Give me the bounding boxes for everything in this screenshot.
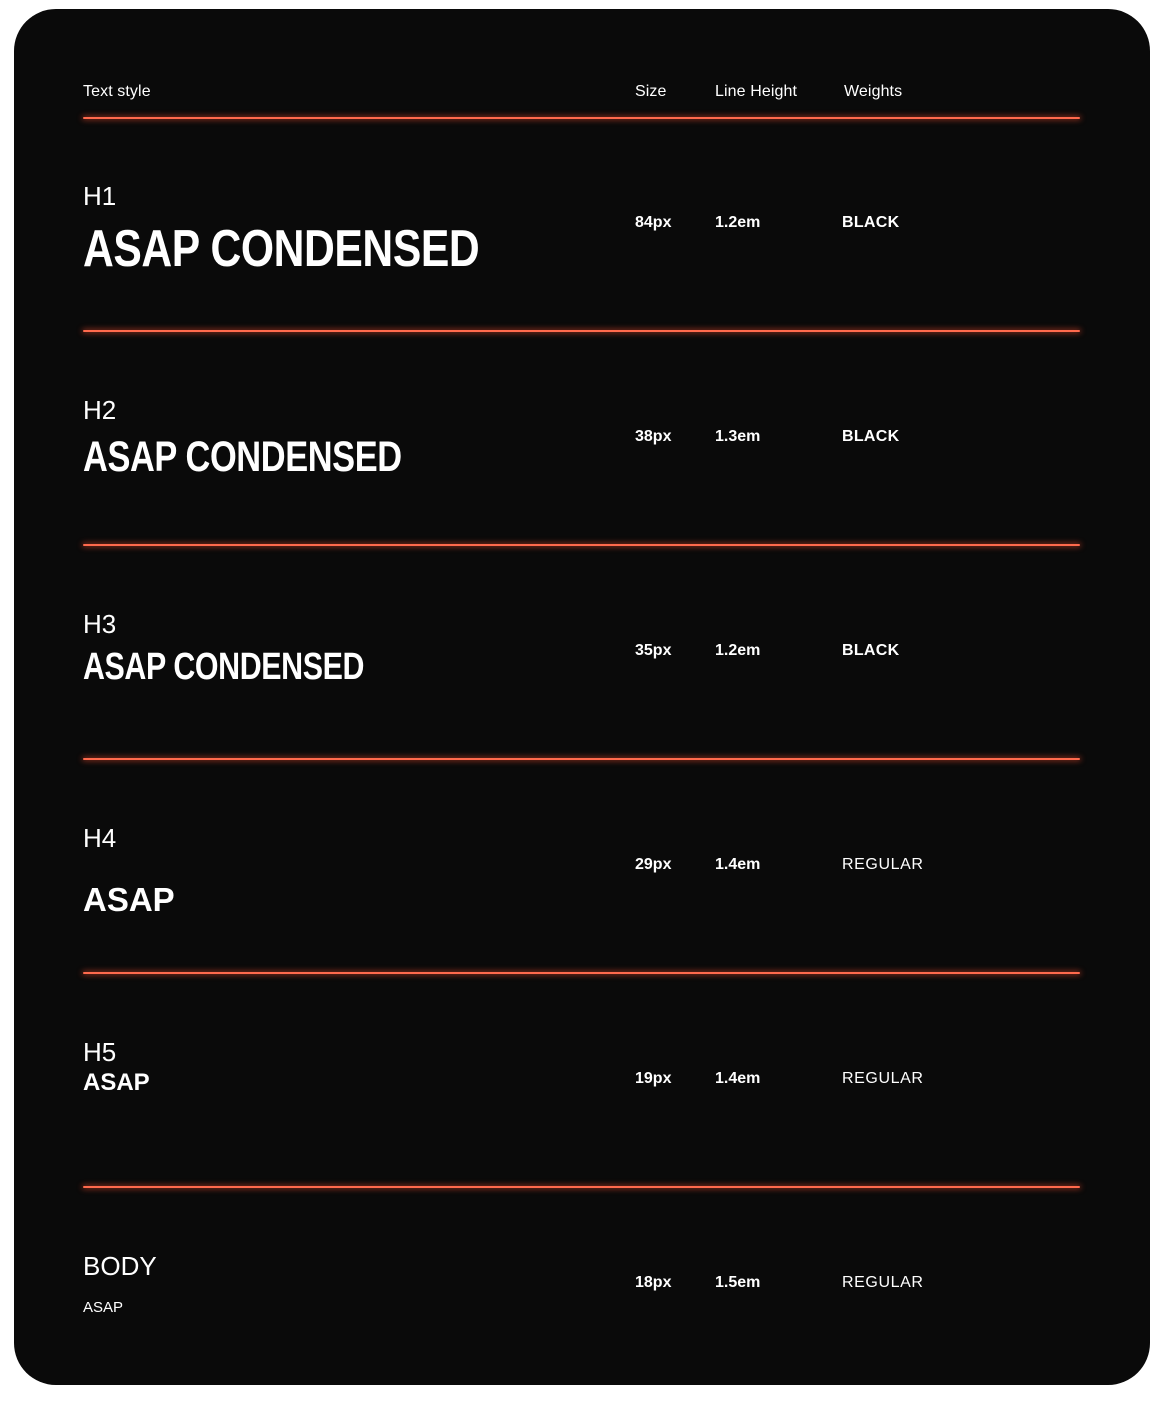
style-name: H1 bbox=[83, 181, 117, 211]
style-sample: ASAP CONDENSED bbox=[83, 646, 365, 688]
weight-value: REGULAR bbox=[842, 1070, 924, 1087]
divider-row bbox=[83, 1186, 1080, 1188]
divider-row bbox=[83, 330, 1080, 332]
table-row-h5 bbox=[14, 975, 1150, 1187]
line-height-value: 1.2em bbox=[715, 642, 761, 659]
size-value: 19px bbox=[635, 1070, 672, 1087]
weight-value: BLACK bbox=[842, 428, 900, 445]
style-name: H5 bbox=[83, 1037, 117, 1067]
style-sample: ASAP bbox=[83, 881, 175, 918]
header-size: Size bbox=[635, 83, 667, 100]
weight-value: BLACK bbox=[842, 642, 900, 659]
table-row-body bbox=[14, 1189, 1150, 1385]
style-name: H2 bbox=[83, 395, 117, 425]
table-row-h3 bbox=[14, 547, 1150, 759]
line-height-value: 1.5em bbox=[715, 1274, 761, 1291]
line-height-value: 1.3em bbox=[715, 428, 761, 445]
weight-value: BLACK bbox=[842, 214, 900, 231]
size-value: 84px bbox=[635, 214, 672, 231]
style-sample: ASAP CONDENSED bbox=[83, 220, 480, 278]
line-height-value: 1.2em bbox=[715, 214, 761, 231]
weight-value: REGULAR bbox=[842, 856, 924, 873]
style-sample: ASAP bbox=[83, 1299, 124, 1316]
header-text-style: Text style bbox=[83, 83, 151, 100]
style-sample: ASAP CONDENSED bbox=[83, 433, 402, 481]
style-name: H3 bbox=[83, 609, 117, 639]
divider-row bbox=[83, 758, 1080, 760]
style-name: H4 bbox=[83, 823, 117, 853]
size-value: 18px bbox=[635, 1274, 672, 1291]
size-value: 29px bbox=[635, 856, 672, 873]
line-height-value: 1.4em bbox=[715, 856, 761, 873]
table-row-h4 bbox=[14, 761, 1150, 973]
header-weights: Weights bbox=[844, 83, 903, 100]
weight-value: REGULAR bbox=[842, 1274, 924, 1291]
size-value: 35px bbox=[635, 642, 672, 659]
line-height-value: 1.4em bbox=[715, 1070, 761, 1087]
style-sample: ASAP bbox=[83, 1069, 150, 1096]
table-row-h1 bbox=[14, 119, 1150, 331]
header-line-height: Line Height bbox=[715, 83, 798, 100]
style-name: BODY bbox=[83, 1251, 157, 1281]
typography-card bbox=[14, 9, 1150, 1385]
size-value: 38px bbox=[635, 428, 672, 445]
divider-row bbox=[83, 544, 1080, 546]
divider-row bbox=[83, 972, 1080, 974]
table-row-h2 bbox=[14, 333, 1150, 545]
table-header bbox=[14, 9, 1150, 119]
